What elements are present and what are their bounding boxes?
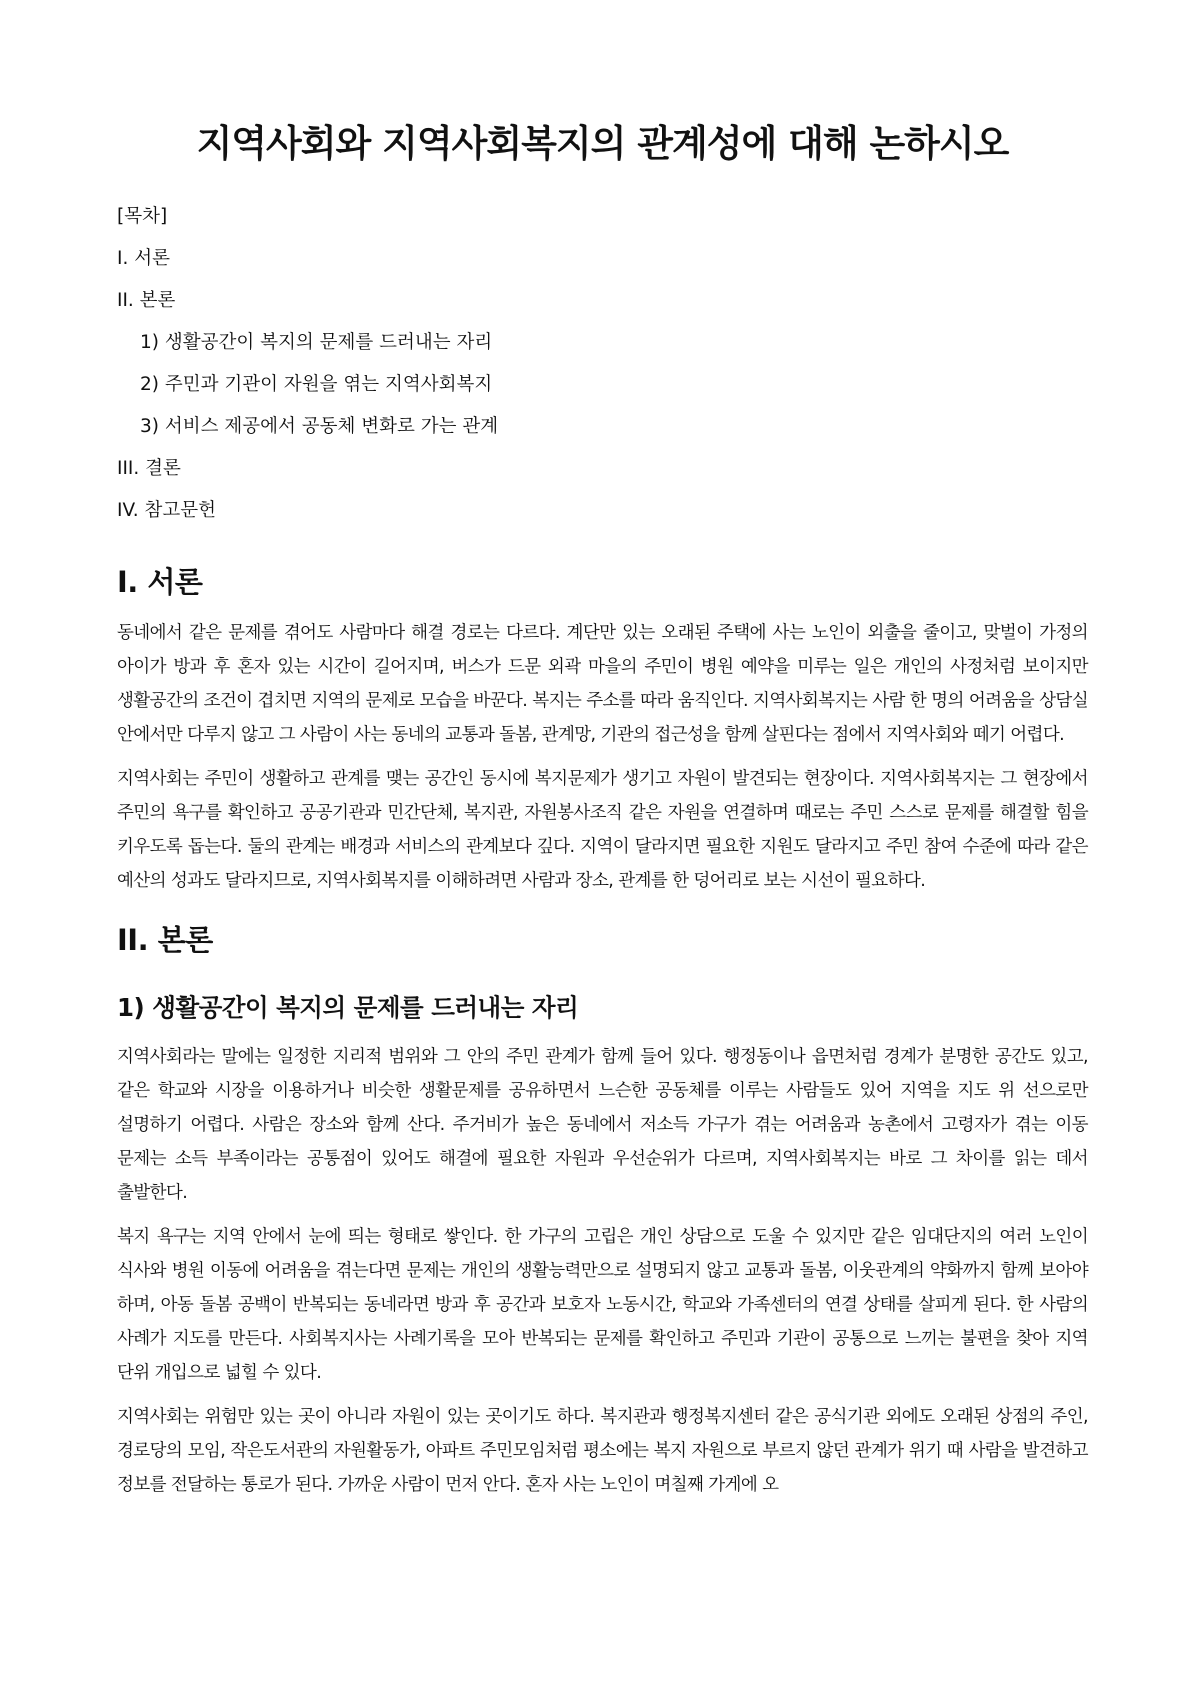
toc-heading: [목차] [117, 206, 168, 227]
toc-item-conclusion: III. 결론 [117, 458, 181, 479]
paragraph: 동네에서 같은 문제를 겪어도 사람마다 해결 경로는 다르다. 계단만 있는 오래된 주택에 사는 노인이 외출을 줄이고, 맞벌이 가정의 아이가 방과 후 혼자 있는 시간이 길어지며, 버스가 드문 외곽 마을의 주민이 병원 예약을 미루는 일은 개인의 사정처럼 보이지만 생활공간의 조건이 겹치면 지역의 문제로 모습을 바꾼다. 복지는 주소를 따라 움직인다. 지역사회복지는 사람 한 명의 어려움을 상담실 안에서만 다루지 않고 그 사람이 사는 동네의 교통과 돌봄, 관계망, 기관의 접근성을 함께 살핀다는 점에서 지역사회와 떼기 어렵다. [117, 623, 1088, 745]
paragraph: 복지 욕구는 지역 안에서 눈에 띄는 형태로 쌓인다. 한 가구의 고립은 개인 상담으로 도울 수 있지만 같은 임대단지의 여러 노인이 식사와 병원 이동에 어려움을 겪는다면 문제는 개인의 생활능력만으로 설명되지 않고 교통과 돌봄, 이웃관계의 약화까지 함께 보아야 하며, 아동 돌봄 공백이 반복되는 동네라면 방과 후 공간과 보호자 노동시간, 학교와 가족센터의 연결 상태를 살피게 된다. 한 사람의 사례가 지도를 만든다. 사회복지사는 사례기록을 모아 반복되는 문제를 확인하고 주민과 기관이 공통으로 느끼는 불편을 찾아 지역 단위 개입으로 넓힐 수 있다. [117, 1227, 1088, 1383]
subsection-heading-1: 1) 생활공간이 복지의 문제를 드러내는 자리 [117, 993, 579, 1022]
toc-item-body-1: 1) 생활공간이 복지의 문제를 드러내는 자리 [140, 332, 493, 353]
paragraph: 지역사회는 위험만 있는 곳이 아니라 자원이 있는 곳이기도 하다. 복지관과 행정복지센터 같은 공식기관 외에도 오래된 상점의 주인, 경로당의 모임, 작은도서관의 자원활동가, 아파트 주민모임처럼 평소에는 복지 자원으로 부르지 않던 관계가 위기 때 사람을 발견하고 정보를 전달하는 통로가 된다. 가까운 사람이 먼저 안다. 혼자 사는 노인이 며칠째 가게에 오 [117, 1407, 1088, 1495]
document-title: 지역사회와 지역사회복지의 관계성에 대해 논하시오 [196, 122, 1009, 165]
section-heading-intro: I. 서론 [117, 565, 203, 599]
toc-item-intro: I. 서론 [117, 248, 170, 269]
section-heading-body: II. 본론 [117, 923, 213, 957]
toc-item-body-2: 2) 주민과 기관이 자원을 엮는 지역사회복지 [140, 374, 493, 395]
toc-item-body: II. 본론 [117, 290, 176, 311]
paragraph: 지역사회는 주민이 생활하고 관계를 맺는 공간인 동시에 복지문제가 생기고 자원이 발견되는 현장이다. 지역사회복지는 그 현장에서 주민의 욕구를 확인하고 공공기관과 민간단체, 복지관, 자원봉사조직 같은 자원을 연결하며 때로는 주민 스스로 문제를 해결할 힘을 키우도록 돕는다. 둘의 관계는 배경과 서비스의 관계보다 깊다. 지역이 달라지면 필요한 지원도 달라지고 주민 참여 수준에 따라 같은 예산의 성과도 달라지므로, 지역사회복지를 이해하려면 사람과 장소, 관계를 한 덩어리로 보는 시선이 필요하다. [117, 769, 1088, 891]
toc-item-body-3: 3) 서비스 제공에서 공동체 변화로 가는 관계 [140, 416, 499, 437]
table-of-contents [117, 196, 1088, 532]
toc-item-references: IV. 참고문헌 [117, 500, 216, 521]
paragraph: 지역사회라는 말에는 일정한 지리적 범위와 그 안의 주민 관계가 함께 들어 있다. 행정동이나 읍면처럼 경계가 분명한 공간도 있고, 같은 학교와 시장을 이용하거나 비슷한 생활문제를 공유하면서 느슨한 공동체를 이루는 사람들도 있어 지역을 지도 위 선으로만 설명하기 어렵다. 사람은 장소와 함께 산다. 주거비가 높은 동네에서 저소득 가구가 겪는 어려움과 농촌에서 고령자가 겪는 이동 문제는 소득 부족이라는 공통점이 있어도 해결에 필요한 자원과 우선순위가 다르며, 지역사회복지는 바로 그 차이를 읽는 데서 출발한다. [117, 1047, 1088, 1203]
